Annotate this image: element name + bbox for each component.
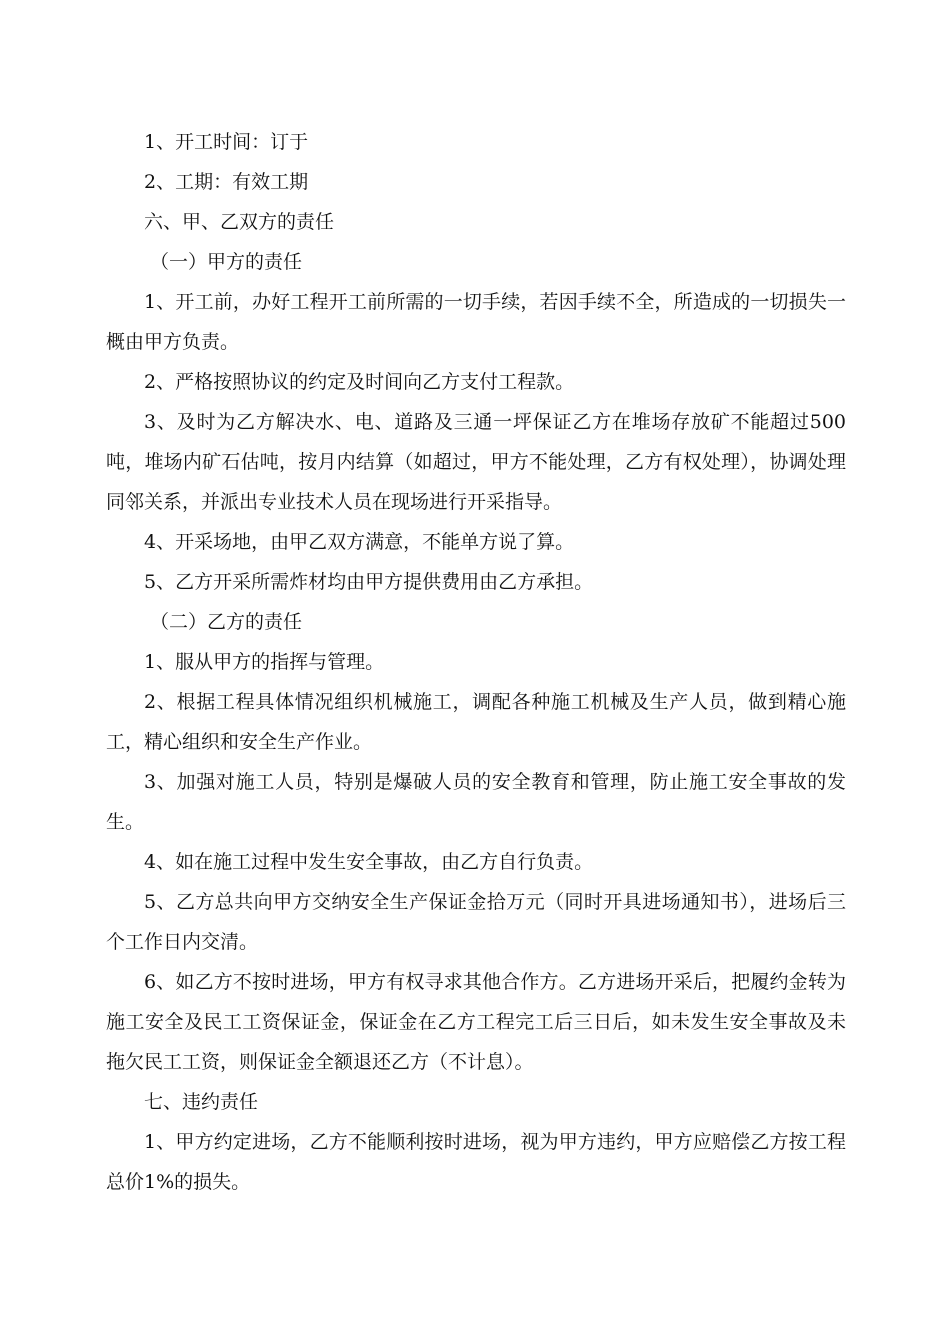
duration-clause: 2、工期：有效工期 (144, 171, 309, 193)
party-b-clause-6: 6、如乙方不按时进场，甲方有权寻求其他合作方。乙方进场开采后，把履约金转为施工安全及民工工资保证金，保证金在乙方工程完工后三日后，如未发生安全事故及未拖欠民工工资，则保证金全额退还乙方（不计息）。 (106, 971, 846, 1073)
party-a-clause-4: 4、开采场地，由甲乙双方满意，不能单方说了算。 (144, 531, 575, 553)
document-body (106, 122, 846, 1202)
party-a-clause-1: 1、开工前，办好工程开工前所需的一切手续，若因手续不全，所造成的一切损失一概由甲方负责。 (106, 291, 846, 353)
party-a-clause-3: 3、及时为乙方解决水、电、道路及三通一坪保证乙方在堆场存放矿不能超过500吨，堆场内矿石估吨，按月内结算（如超过，甲方不能处理，乙方有权处理），协调处理同邻关系，并派出专业技术人员在现场进行开采指导。 (106, 411, 846, 513)
subheading-party-a: （一）甲方的责任 (150, 251, 303, 273)
subheading-party-b: （二）乙方的责任 (150, 611, 303, 633)
party-a-clause-5: 5、乙方开采所需炸材均由甲方提供费用由乙方承担。 (144, 571, 594, 593)
start-time-clause: 1、开工时间：订于 (144, 131, 309, 153)
party-b-clause-4: 4、如在施工过程中发生安全事故，由乙方自行负责。 (144, 851, 594, 873)
party-b-clause-1: 1、服从甲方的指挥与管理。 (144, 651, 385, 673)
party-b-clause-2: 2、根据工程具体情况组织机械施工，调配各种施工机械及生产人员，做到精心施工，精心组织和安全生产作业。 (106, 691, 846, 753)
section-heading-responsibilities: 六、甲、乙双方的责任 (144, 211, 335, 233)
section-heading-breach: 七、违约责任 (144, 1091, 259, 1113)
party-a-clause-2: 2、严格按照协议的约定及时间向乙方支付工程款。 (144, 371, 575, 393)
party-b-clause-3: 3、加强对施工人员，特别是爆破人员的安全教育和管理，防止施工安全事故的发生。 (106, 771, 846, 833)
breach-clause-1: 1、甲方约定进场，乙方不能顺利按时进场，视为甲方违约，甲方应赔偿乙方按工程总价1%的损失。 (106, 1131, 846, 1193)
party-b-clause-5: 5、乙方总共向甲方交纳安全生产保证金拾万元（同时开具进场通知书），进场后三个工作日内交清。 (106, 891, 846, 953)
